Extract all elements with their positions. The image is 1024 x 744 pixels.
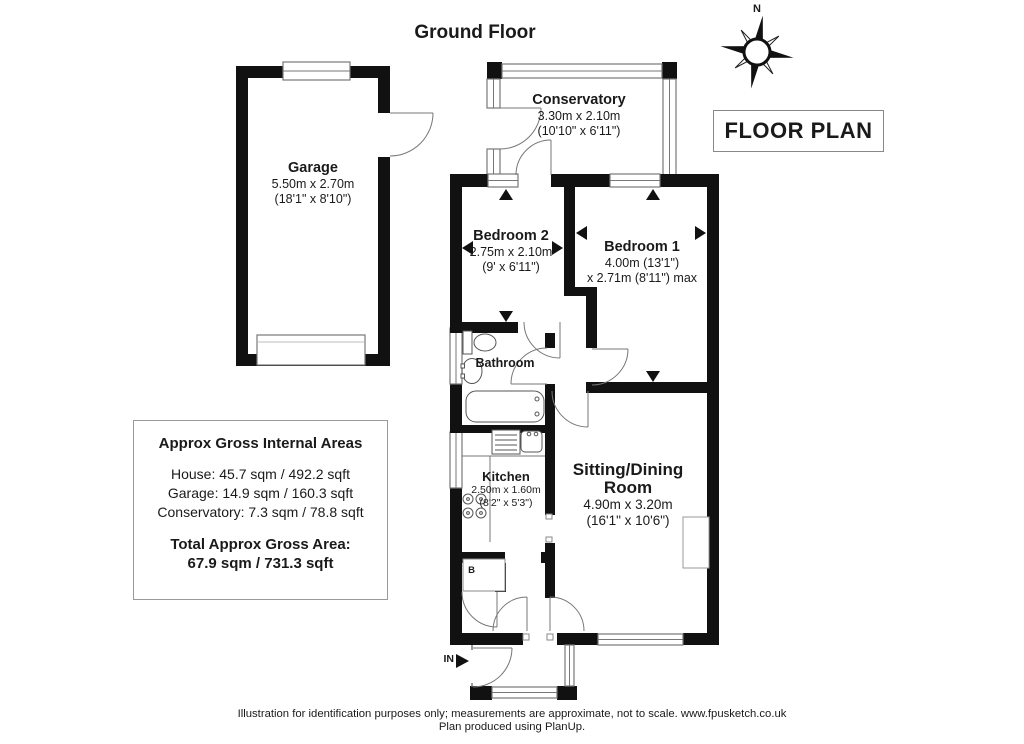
boiler-cupboard-door-arc [462,592,497,627]
bedroom1-label [587,239,697,286]
floor-plan-badge: FLOOR PLAN [713,110,884,152]
room-dim-imperial: (18'1" x 8'10") [274,191,352,206]
measure-arrow [499,311,513,322]
bedroom1-door-arc [592,349,628,385]
room-name: Conservatory [532,92,626,108]
compass-rose [713,8,800,95]
conservatory-bedroom2-door-arc [516,140,551,175]
room-name: Kitchen [482,469,530,484]
room-dim-line2: x 2.71m (8'11") max [586,270,698,285]
garage-side-door-arc [390,113,433,156]
hallway-sitting-door-arc [552,391,588,427]
room-dim-line1: 4.00m (13'1") [604,256,680,271]
room-name: Bedroom 1 [604,239,680,255]
entrance-door-arc [473,648,512,687]
toilet-fixture [463,331,496,354]
measure-arrow [499,189,513,200]
boiler-label: B [468,565,475,576]
room-name: Bedroom 2 [473,228,549,244]
hall-sitting-lower-door-arc [550,597,584,631]
room-dim-metric: 2.75m x 2.10m [469,245,553,260]
measure-arrow [695,226,706,240]
kitchen-sink [521,431,542,452]
sitting-dining-label [573,461,683,529]
room-dim-metric: 5.50m x 2.70m [271,177,355,192]
kitchen-drainer [492,430,520,454]
measure-arrow [646,189,660,200]
room-dim-metric: 2.50m x 1.60m [471,484,541,497]
compass-north-label: N [753,3,761,15]
porch-hall-door-arc [493,597,527,631]
garage-label [272,160,355,207]
measure-arrow [552,241,563,255]
measure-arrow [646,371,660,382]
entrance-in-arrow [456,654,469,668]
garage-walls [236,66,390,366]
room-dim-imperial: (10'10" x 6'11") [537,123,621,138]
areas-total-title: Total Approx Gross Area: [170,536,351,553]
measure-arrow [576,226,587,240]
bathtub-fixture [466,391,544,422]
garage-window [283,62,350,80]
areas-summary-box [133,420,388,600]
entrance-in-label: IN [443,653,454,665]
room-dim-metric: 3.30m x 2.10m [537,109,621,124]
disclaimer-line1: Illustration for identification purposes only; measurements are approximate, not to scale. www.fpusketch.co.uk [237,708,787,720]
room-dim-imperial: (9' x 6'11") [482,259,540,274]
room-dim-imperial: (16'1" x 10'6") [586,512,670,528]
room-name-line2: Room [603,477,653,497]
disclaimer-line2: Plan produced using PlanUp. [438,721,586,733]
kitchen-label [471,469,540,509]
bathroom-label: Bathroom [475,356,535,370]
area-conservatory: Conservatory: 7.3 sqm / 78.8 sqft [157,504,364,520]
conservatory-label [532,92,625,139]
room-dim-metric: 4.90m x 3.20m [583,496,673,512]
room-name: Garage [288,160,338,176]
bedroom2-label [470,228,553,275]
areas-total-value: 67.9 sqm / 731.3 sqft [187,555,334,572]
area-garage: Garage: 14.9 sqm / 160.3 sqft [167,485,354,501]
room-name-line1: Sitting/Dining [572,460,684,479]
room-dim-imperial: (8'2" x 5'3") [479,496,533,509]
fireplace-recess [683,517,709,568]
area-house: House: 45.7 sqm / 492.2 sqft [171,466,350,482]
areas-title: Approx Gross Internal Areas [158,435,363,452]
page-title: Ground Floor [414,22,536,43]
garage-door-panel [257,335,365,365]
disclaimer-footer [0,708,1024,734]
